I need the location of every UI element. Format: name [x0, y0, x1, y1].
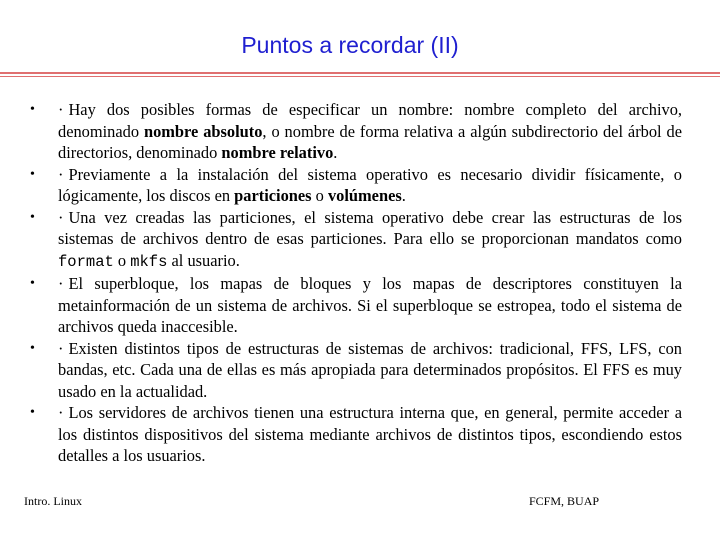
bullet-text: Los servidores de archivos tienen una estructura interna que, en general, permite acceder a los distintos dispositivos del sistema mediante archivos de distintos tipos, escondiendo estos detalles a los usuarios.	[58, 403, 682, 465]
bullet-text: .	[401, 186, 406, 205]
bullet-marker: •	[30, 276, 35, 291]
bullet-marker: •	[30, 166, 35, 182]
title-divider	[0, 72, 720, 77]
bullet-text: El superbloque, los mapas de bloques y los mapas de descriptores constituyen la metainformación de un sistema de archivos. Si el superbloque se estropea, todo el sistema de archivos queda inaccesible.	[58, 274, 682, 336]
bullet-marker: •	[30, 340, 35, 356]
bullet-text: Una vez creadas las particiones, el sistema operativo debe crear las estructuras de los sistemas de archivos dentro de esas particiones. Para ello se proporcionan mandatos como	[58, 207, 682, 248]
footer-course-label: Intro. Linux	[24, 494, 82, 508]
bullet-text: Previamente a la instalación del sistema operativo es necesario dividir físicamente, o lógicamente, los discos en	[58, 164, 682, 205]
bullet-item	[22, 207, 682, 274]
inner-dot-marker: ·	[58, 164, 64, 184]
inner-dot-marker: ·	[58, 274, 64, 293]
command-name: format	[58, 252, 114, 271]
bullet-text: .	[333, 143, 338, 162]
inner-dot-marker: ·	[58, 403, 64, 422]
inner-dot-marker: ·	[58, 100, 64, 119]
inner-dot-marker: ·	[58, 338, 64, 358]
bullet-item	[22, 338, 682, 403]
bullet-item	[22, 402, 682, 467]
bullet-list	[22, 99, 682, 467]
bullet-text: o	[311, 186, 328, 205]
inner-dot-marker: ·	[58, 207, 64, 227]
bullet-text: Hay dos posibles formas de especificar un nombre: nombre completo del archivo, denominado	[58, 100, 682, 141]
bold-term: nombre absoluto	[143, 121, 263, 141]
bullet-item	[22, 273, 682, 338]
bullet-text: , o nombre de forma relativa a algún subdirectorio del árbol de directorios, denominado	[58, 121, 683, 162]
bullet-item	[22, 164, 682, 207]
bold-term: volúmenes	[327, 186, 402, 205]
bullet-marker: •	[30, 209, 35, 225]
bullet-marker: •	[30, 405, 35, 420]
bullet-text: Existen distintos tipos de estructuras de sistemas de archivos: tradicional, FFS, LFS, con bandas, etc. Cada una de ellas es más apropiada para determinados propósitos. El FFS es muy usado en la actualidad.	[58, 338, 682, 401]
bullet-text: o	[113, 250, 131, 270]
bold-term: nombre relativo	[221, 143, 334, 162]
footer-institution-label: FCFM, BUAP	[529, 494, 600, 508]
bullet-text: al usuario.	[167, 250, 240, 270]
bullet-item	[22, 99, 682, 164]
slide-title: Puntos a recordar (II)	[241, 32, 459, 58]
bold-term: particiones	[234, 186, 312, 205]
bullet-marker: •	[30, 102, 35, 117]
command-name: mkfs	[130, 252, 168, 271]
